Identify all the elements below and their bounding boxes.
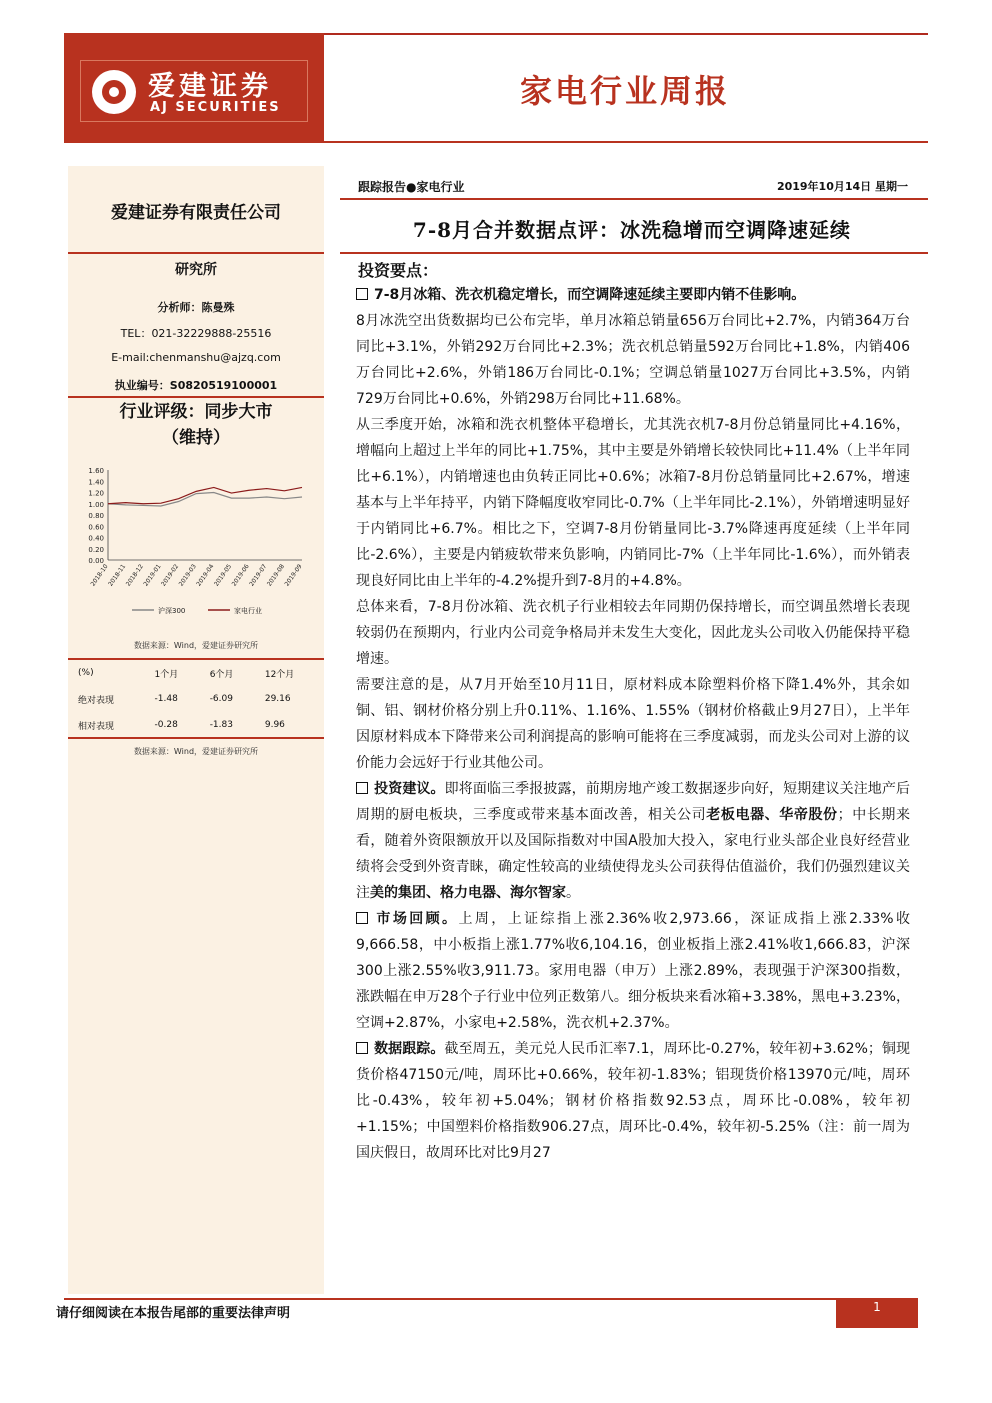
checkbox-icon: [356, 912, 368, 924]
checkbox-icon: [356, 288, 368, 300]
doc-date: 2019年10月14日 星期一: [776, 180, 908, 193]
title-bottom-rule: [340, 252, 928, 254]
recommended-stocks-long: 美的集团、格力电器、海尔智家: [370, 885, 566, 901]
performance-chart: [70, 460, 324, 630]
table-cell: 相对表现: [78, 721, 115, 732]
table-cell: -1.83: [209, 720, 233, 730]
x-tick-label: 2019-04: [195, 563, 216, 588]
page-number: 1: [873, 1300, 881, 1314]
x-tick-label: 2019-02: [160, 563, 181, 588]
title-top-rule: [340, 198, 928, 200]
report-title: 家电行业周报: [520, 72, 731, 110]
report-body: [356, 282, 910, 1166]
company-name: 爱建证券有限责任公司: [111, 203, 281, 223]
analyst-name: 分析师：陈曼殊: [157, 301, 235, 314]
table-header-cell: (%): [78, 668, 94, 678]
footer-rule: [64, 1298, 836, 1300]
table-bottom-rule: [68, 737, 324, 739]
industry-rating: [68, 399, 324, 451]
table-cell: 29.16: [264, 694, 291, 704]
legend-label: 家电行业: [234, 607, 262, 615]
doc-title: 7-8月合并数据点评：冰洗稳增而空调降速延续: [412, 218, 852, 242]
bullet-4-text: 截至周五，美元兑人民币汇率7.1，周环比-0.27%，较年初+3.62%；铜现货价格47150元/吨，周环比+0.66%，较年初-1.83%；铝现货价格13970元/吨，周环比-0.43%，较年初+5.04%；钢材价格指数92.53点，周环比-0.08%，较年初+1.15%；中国塑料价格指数906.27点，周环比-0.4%，较年初-5.25%（注：前一周为国庆假日，故周环比对比9月27: [356, 1041, 910, 1161]
logo-text-en: AJ SECURITIES: [150, 100, 281, 115]
license-number: 执业编号：S0820519100001: [114, 379, 278, 392]
performance-table: [70, 660, 322, 738]
table-cell: 绝对表现: [78, 695, 115, 706]
bullet-2-heading: 投资建议。: [374, 781, 445, 797]
section-heading: 投资要点：: [358, 261, 439, 280]
series-line: [108, 493, 302, 507]
table-header-cell: 6个月: [209, 669, 234, 680]
department: 研究所: [175, 262, 217, 278]
checkbox-icon: [356, 782, 368, 794]
footer-disclaimer[interactable]: 请仔细阅读在本报告尾部的重要法律声明: [56, 1306, 291, 1321]
table-cell: -0.28: [154, 720, 178, 730]
sidebar-rule: [68, 396, 324, 398]
series-line: [108, 487, 302, 503]
x-tick-label: 2018-11: [107, 563, 128, 588]
x-tick-label: 2019-09: [283, 563, 304, 588]
bullet-3-heading: 市场回顾。: [374, 911, 459, 927]
bullet-2-text: 即将面临三季报披露，前期房地产竣工数据逐步向好，短期建议关注地产后周期的厨电板块，三季度或带来基本面改善，相关公司: [356, 781, 911, 823]
y-tick-label: 1.60: [88, 467, 104, 475]
y-tick-label: 0.20: [88, 545, 104, 554]
y-tick-label: 0.60: [88, 523, 104, 532]
analyst-email[interactable]: E-mail:chenmanshu@ajzq.com: [111, 351, 281, 364]
x-tick-label: 2019-07: [248, 563, 269, 588]
bullet-2: [356, 776, 910, 906]
bullet-1-heading: 7-8月冰箱、洗衣机稳定增长，而空调降速延续主要即内销不佳影响。: [374, 287, 806, 303]
bullet-3-text: 上周，上证综指上涨2.36%收2,973.66，深证成指上涨2.33%收9,666.58，中小板指上涨1.77%收6,104.16，创业板指上涨2.41%收1,666.83，沪深300上涨2.55%收3,911.73。家用电器（申万）上涨2.89%，表现强于沪深300指数，涨跌幅在申万28个子行业中位列正数第八。细分板块来看冰箱+3.38%，黑电+3.23%，空调+2.87%，小家电+2.58%，洗衣机+2.37%。: [356, 911, 911, 1031]
table-row: [70, 686, 322, 712]
x-tick-label: 2018-12: [124, 563, 145, 588]
recommended-stocks-short: 老板电器、华帝股份: [706, 807, 838, 823]
bullet-4: [356, 1036, 910, 1166]
paragraph: 总体来看，7-8月份冰箱、洗衣机子行业相较去年同期仍保持增长，而空调虽然增长表现较弱仍在预期内，行业内公司竞争格局并未发生大变化，因此龙头公司收入仍能保持平稳增速。: [356, 599, 910, 667]
analyst-tel: TEL：021-32229888-25516: [120, 327, 272, 340]
bullet-4-heading: 数据跟踪。: [374, 1041, 445, 1057]
y-tick-label: 1.20: [88, 489, 104, 498]
x-tick-label: 2019-06: [230, 563, 251, 588]
chart-source: 数据来源：Wind，爱建证券研究所: [133, 641, 259, 650]
x-tick-label: 2019-08: [265, 563, 287, 588]
doc-type: 跟踪报告●家电行业: [358, 180, 465, 194]
table-source: 数据来源：Wind，爱建证券研究所: [133, 747, 259, 756]
table-cell: 9.96: [264, 720, 285, 730]
bullet-3: [356, 906, 910, 1036]
y-tick-label: 1.40: [88, 478, 104, 487]
logo-icon-dot: [109, 87, 119, 97]
bullet-1: [356, 282, 910, 308]
paragraph: 需要注意的是，从7月开始至10月11日，原材料成本除塑料价格下降1.4%外，其余如铜、铝、钢材价格分别上升0.11%、1.16%、1.55%（钢材价格截止9月27日），上半年因原材料成本下降带来公司利润提高的影响可能将在三季度减弱，而龙头公司对上游的议价能力会远好于行业其他公司。: [356, 677, 910, 771]
table-header-cell: 1个月: [154, 669, 179, 680]
rating-line-2: （维持）: [162, 428, 230, 448]
table-cell: -6.09: [209, 694, 233, 704]
bullet-2-text: 。: [566, 885, 580, 901]
y-tick-label: 0.40: [88, 534, 104, 543]
rating-line-1: 行业评级：同步大市: [119, 402, 273, 422]
table-header-row: [70, 660, 322, 686]
table-cell: -1.48: [154, 694, 178, 704]
sidebar-rule: [68, 252, 324, 254]
table-header-cell: 12个月: [264, 669, 295, 680]
x-tick-label: 2019-05: [212, 563, 234, 588]
logo-text-cn: 爱建证券: [148, 71, 272, 102]
y-tick-label: 0.80: [88, 512, 104, 520]
legend-label: 沪深300: [158, 607, 186, 615]
x-tick-label: 2018-10: [89, 563, 110, 588]
paragraph: 8月冰洗空出货数据均已公布完毕，单月冰箱总销量656万台同比+2.7%，内销364万台同比+3.1%，外销292万台同比+2.3%；洗衣机总销量592万台同比+1.8%，内销406万台同比+2.6%，外销186万台同比-0.1%；空调总销量1027万台同比+3.5%，内销729万台同比+0.6%，外销298万台同比+11.68%。: [356, 313, 910, 407]
paragraph: 从三季度开始，冰箱和洗衣机整体平稳增长，尤其洗衣机7-8月份总销量同比+4.16%，增幅向上超过上半年的同比+1.75%，其中主要是外销增长较快同比+11.4%（上半年同比+6.1%），内销增速也由负转正同比+0.6%；冰箱7-8月份总销量同比+2.67%，增速基本与上半年持平，内销下降幅度收窄同比-0.7%（上半年同比-2.1%），外销增速明显好于内销同比+6.7%。相比之下，空调7-8月份销量同比-3.7%降速再度延续（上半年同比-2.6%），主要是内销疲软带来负影响，内销同比-7%（上半年同比-1.6%），而外销表现良好同比由上半年的-4.2%提升到7-8月的+4.8%。: [356, 417, 910, 589]
x-tick-label: 2019-03: [177, 563, 198, 588]
bullet-2-text: ；中长期来看，随着外资限额放开以及国际指数对中国A股加大投入，家电行业头部企业良好经营业绩将会受到外资青睐，确定性较高的业绩使得龙头公司获得估值溢价，我们仍强烈建议关注: [356, 807, 911, 901]
y-tick-label: 0.00: [88, 557, 104, 565]
table-row: [70, 712, 322, 738]
x-tick-label: 2019-01: [142, 563, 163, 588]
header-bottom-rule: [64, 141, 928, 143]
checkbox-icon: [356, 1042, 368, 1054]
y-tick-label: 1.00: [88, 500, 104, 509]
